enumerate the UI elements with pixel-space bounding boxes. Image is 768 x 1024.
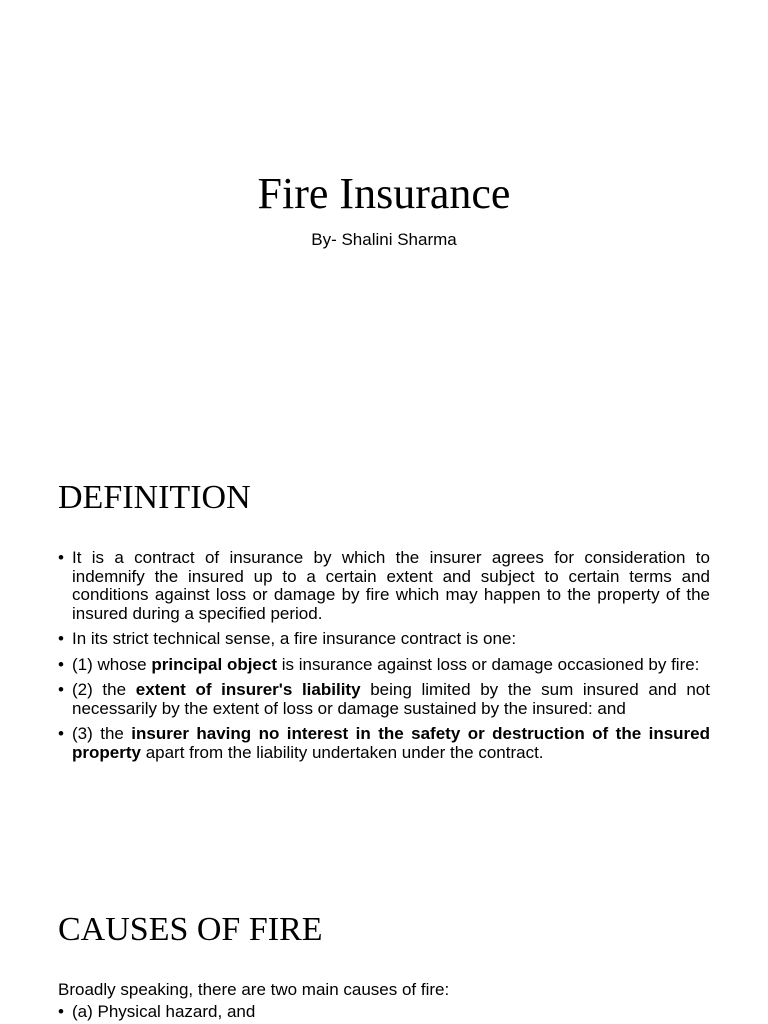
bullet-emphasis: extent of insurer's liability (135, 680, 361, 699)
definition-bullet-5 (58, 725, 710, 762)
bullet-text: In its strict technical sense, a fire insurance contract is one: (72, 629, 517, 648)
definition-bullet-4 (58, 681, 710, 718)
bullet-emphasis: principal object (151, 654, 278, 674)
bullet-text: being limited by the sum insured and not necessarily by the extent of loss or damage sustained by the insured: and (72, 680, 710, 718)
bullet-text: (a) Physical hazard, and (72, 1002, 256, 1021)
causes-intro: Broadly speaking, there are two main causes of fire: (58, 980, 450, 999)
bullet-text: (3) the (72, 724, 132, 743)
causes-heading: CAUSES OF FIRE (58, 911, 323, 948)
bullet-text: is insurance against loss or damage occasioned by fire: (277, 654, 700, 674)
bullet-text: (1) whose (72, 654, 152, 674)
bullet-icon: • (58, 724, 64, 743)
definition-bullet-1 (58, 549, 710, 623)
definition-bullet-3 (58, 656, 710, 675)
bullet-icon: • (58, 680, 64, 699)
definition-bullet-2 (58, 630, 710, 649)
title-slide (0, 0, 768, 440)
bullet-text: (2) the (72, 680, 136, 699)
bullet-emphasis: insurer having no interest in the safety or destruction of the insured property (72, 724, 710, 762)
bullet-icon: • (58, 629, 64, 648)
bullet-icon: • (58, 548, 64, 567)
bullet-text: apart from the liability undertaken under the contract. (140, 742, 544, 762)
bullet-text: It is a contract of insurance by which the insurer agrees for consideration to indemnify the insured up to a certain extent and subject to certain terms and conditions against loss or damage by fire which may happen to the property of the insured during a specified period. (72, 548, 710, 623)
bullet-icon: • (58, 654, 64, 674)
author-byline: By- Shalini Sharma (311, 230, 457, 249)
causes-bullet-1 (58, 1003, 710, 1022)
definition-bullet-list (58, 549, 710, 769)
causes-bullet-list (58, 1003, 710, 1022)
definition-heading: DEFINITION (58, 479, 251, 516)
page-title: Fire Insurance (257, 169, 511, 218)
bullet-icon: • (58, 1002, 64, 1021)
